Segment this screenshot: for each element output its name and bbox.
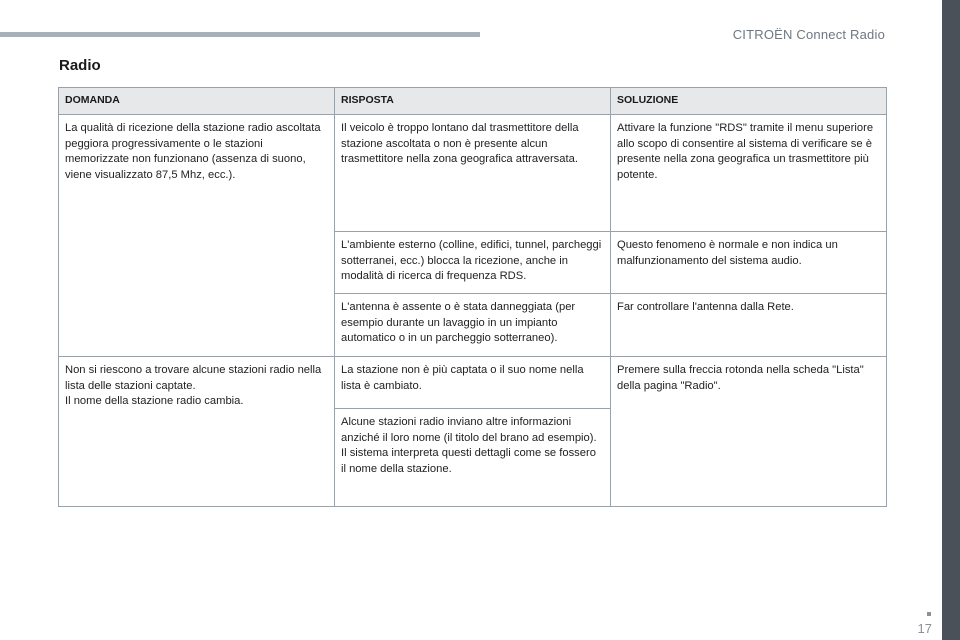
section-title: Radio — [59, 57, 101, 74]
answer-cell: La stazione non è più captata o il suo nome nella lista è cambiato. — [335, 357, 611, 409]
column-header-solution: SOLUZIONE — [611, 88, 887, 115]
page-number: 17 — [917, 621, 932, 636]
question-cell: La qualità di ricezione della stazione radio ascoltata peggiora progressivamente o le stazioni memorizzate non funzionano (assenza di suono, viene visualizzato 87,5 Mhz, ecc.). — [59, 115, 335, 357]
solution-cell: Attivare la funzione "RDS" tramite il menu superiore allo scopo di consentire al sistema di verificare se è presente nella zona geografica un trasmettitore più potente. — [611, 115, 887, 232]
answer-cell: L'ambiente esterno (colline, edifici, tunnel, parcheggi sotterranei, ecc.) blocca la ricezione, anche in modalità di ricerca di frequenza RDS. — [335, 232, 611, 294]
header-rule — [0, 32, 480, 37]
answer-cell: Il veicolo è troppo lontano dal trasmettitore della stazione ascoltata o non è presente alcun trasmettitore nella zona geografica attraversata. — [335, 115, 611, 232]
column-header-answer: RISPOSTA — [335, 88, 611, 115]
header-title: CITROËN Connect Radio — [732, 27, 885, 42]
table-row — [59, 115, 887, 232]
column-header-question: DOMANDA — [59, 88, 335, 115]
question-cell: Non si riescono a trovare alcune stazioni radio nella lista delle stazioni captate. Il nome della stazione radio cambia. — [59, 357, 335, 507]
page-marker-dot — [927, 612, 931, 616]
troubleshooting-table — [58, 87, 887, 507]
solution-cell: Premere sulla freccia rotonda nella scheda "Lista" della pagina "Radio". — [611, 357, 887, 507]
table-header-row — [59, 88, 887, 115]
solution-cell: Far controllare l'antenna dalla Rete. — [611, 294, 887, 357]
side-tab-strip — [942, 0, 960, 640]
answer-cell: L'antenna è assente o è stata danneggiata (per esempio durante un lavaggio in un impianto automatico o in un parcheggio sotterraneo). — [335, 294, 611, 357]
answer-cell: Alcune stazioni radio inviano altre informazioni anziché il loro nome (il titolo del brano ad esempio). Il sistema interpreta questi dettagli come se fossero il nome della stazione. — [335, 409, 611, 507]
table-row — [59, 357, 887, 409]
solution-cell: Questo fenomeno è normale e non indica un malfunzionamento del sistema audio. — [611, 232, 887, 294]
